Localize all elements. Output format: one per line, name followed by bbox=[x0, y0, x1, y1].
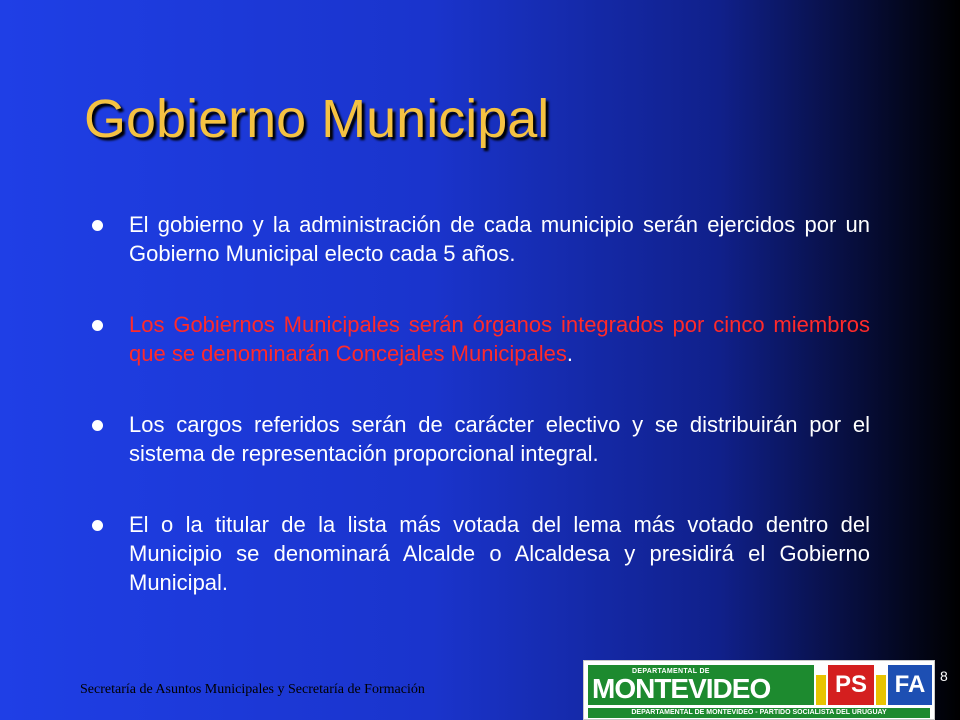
logo-department-label: DEPARTAMENTAL DE bbox=[632, 668, 710, 675]
bullet-item bbox=[92, 210, 870, 268]
bullet-text-highlighted bbox=[129, 310, 870, 368]
bullet-highlight: Los Gobiernos Municipales serán órganos integrados por cinco miembros que se denominarán Concejales Municipales bbox=[129, 312, 870, 366]
logo-ps: PS bbox=[828, 665, 874, 705]
bullet-dot-icon bbox=[92, 420, 103, 431]
bullet-dot-icon bbox=[92, 320, 103, 331]
bullet-item bbox=[92, 310, 870, 368]
montevideo-ps-fa-logo bbox=[583, 660, 935, 720]
page-number: 8 bbox=[940, 668, 948, 684]
bullet-list bbox=[92, 210, 870, 597]
logo-name: MONTEVIDEO bbox=[592, 673, 771, 704]
bullet-dot-icon bbox=[92, 520, 103, 531]
bullet-text: El gobierno y la administración de cada municipio serán ejercidos por un Gobierno Municipal electo cada 5 años. bbox=[129, 212, 870, 266]
logo-fa: FA bbox=[888, 665, 932, 705]
bullet-text: El o la titular de la lista más votada del lema más votado dentro del Municipio se denominará Alcalde o Alcaldesa y presidirá el Gobierno Municipal. bbox=[129, 512, 870, 595]
logo-montevideo-block bbox=[588, 665, 814, 705]
slide-title: Gobierno Municipal bbox=[84, 89, 550, 149]
logo-strip: DEPARTAMENTAL DE MONTEVIDEO - PARTIDO SOCIALISTA DEL URUGUAY bbox=[588, 708, 930, 718]
bullet-item bbox=[92, 410, 870, 468]
bullet-text: Los cargos referidos serán de carácter electivo y se distribuirán por el sistema de representación proporcional integral. bbox=[129, 412, 870, 466]
bullet-item bbox=[92, 510, 870, 597]
logo-separator bbox=[876, 675, 886, 705]
bullet-suffix: . bbox=[566, 341, 573, 366]
footer-text: Secretaría de Asuntos Municipales y Secretaría de Formación bbox=[80, 682, 425, 697]
bullet-dot-icon bbox=[92, 220, 103, 231]
logo-separator bbox=[816, 675, 826, 705]
